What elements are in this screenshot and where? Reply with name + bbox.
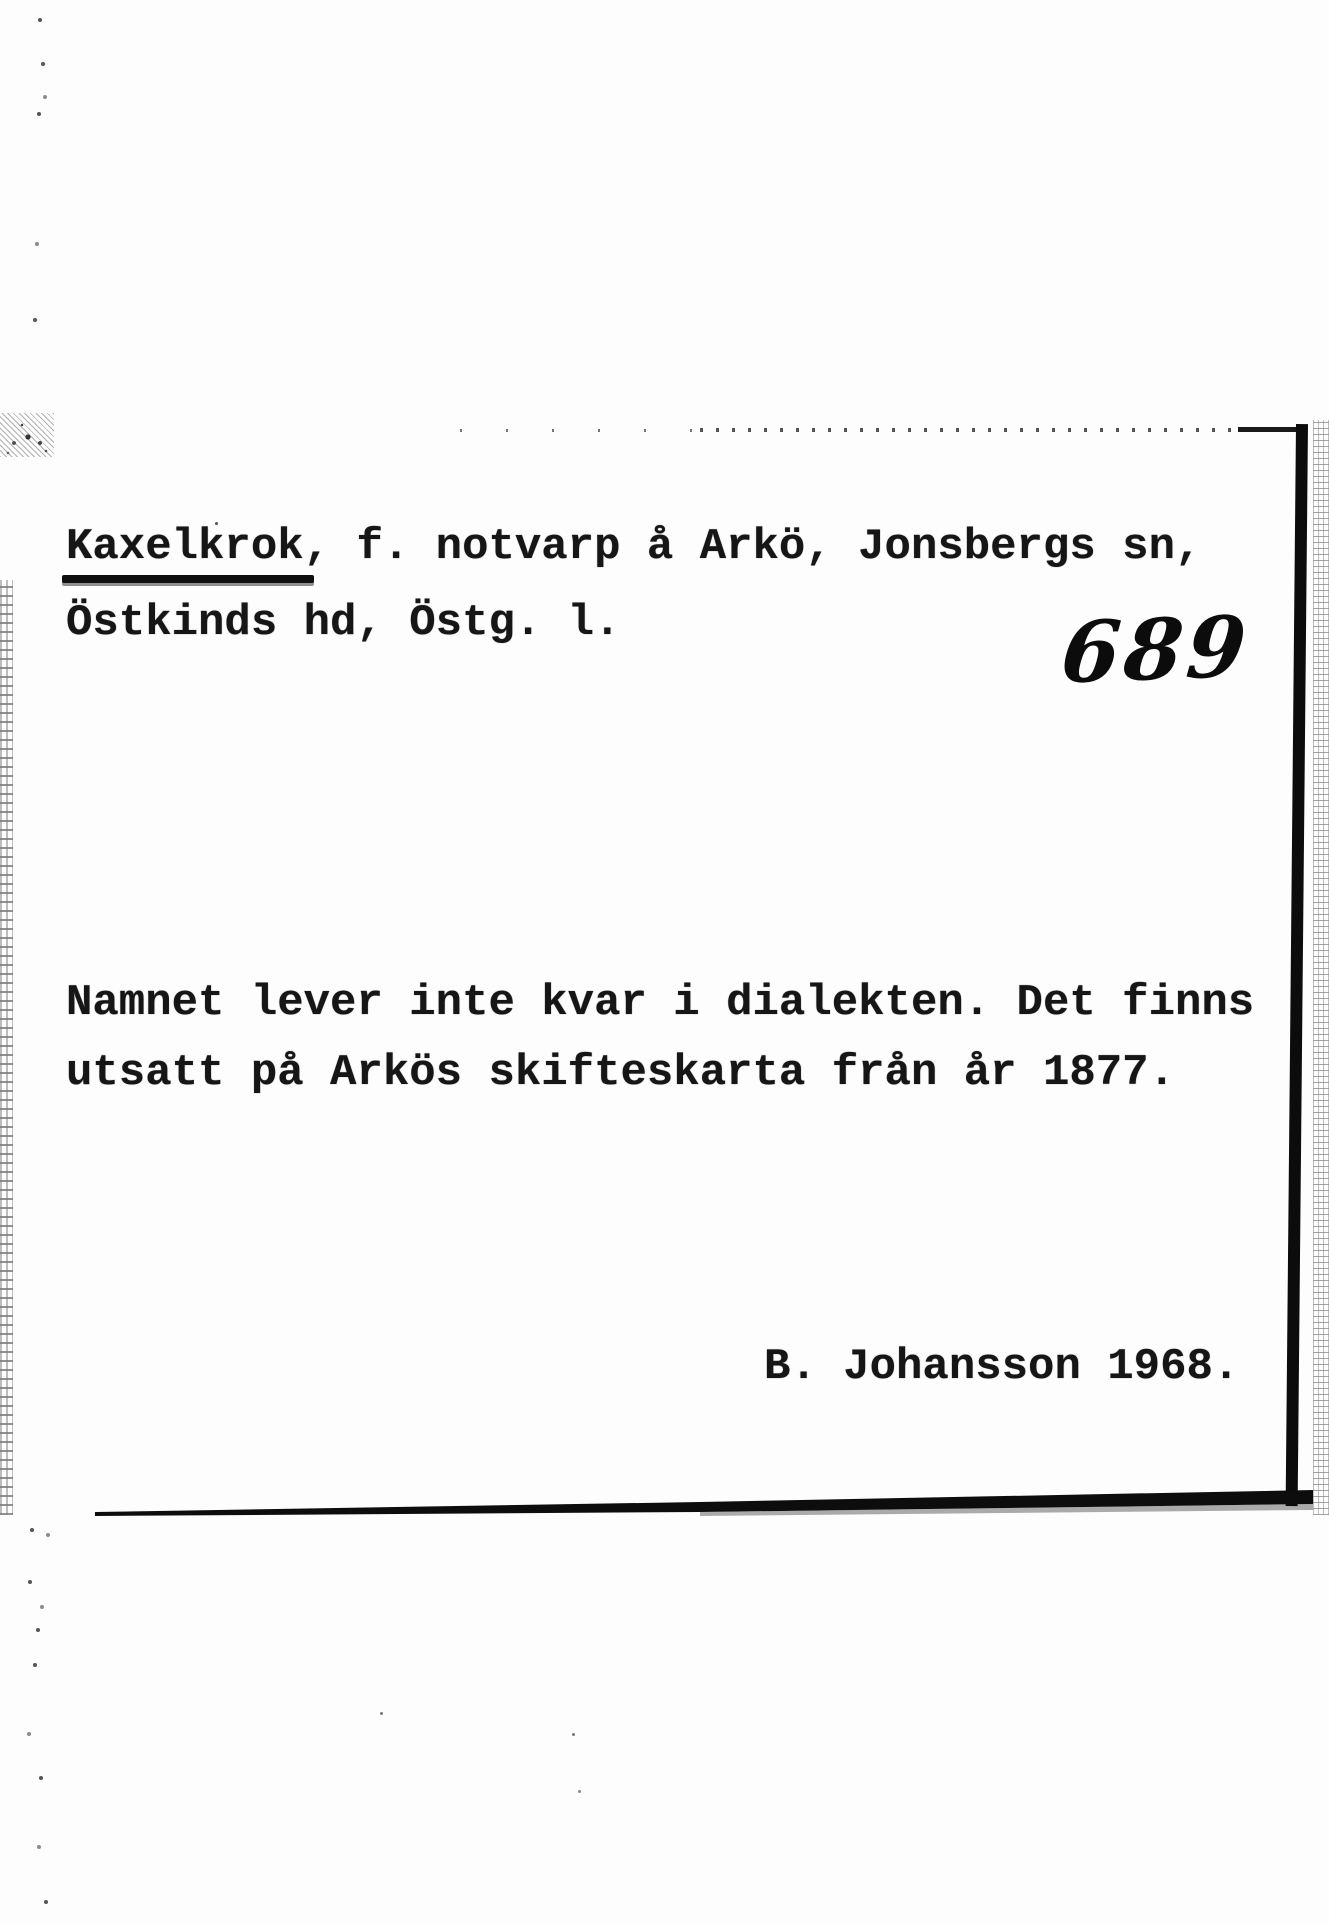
scan-speck bbox=[46, 1533, 50, 1537]
body-line-1: Namnet lever inte kvar i dialekten. Det finns bbox=[66, 978, 1255, 1028]
scan-speck bbox=[43, 95, 47, 99]
body-line-2: utsatt på Arkös skifteskarta från år 1877. bbox=[66, 1048, 1175, 1098]
card-top-edge-dots-sparse bbox=[460, 429, 700, 432]
scan-speck bbox=[572, 1733, 575, 1736]
left-edge-scan-noise bbox=[0, 580, 13, 1515]
scan-speck bbox=[33, 1663, 37, 1667]
archive-number: 689 bbox=[1057, 596, 1255, 703]
card-right-edge-bar bbox=[1286, 424, 1308, 1506]
scan-speck bbox=[44, 1900, 48, 1904]
scan-speck bbox=[37, 1845, 41, 1849]
title-line-1 bbox=[66, 522, 1201, 572]
scan-speck bbox=[28, 1580, 32, 1584]
scan-speck bbox=[27, 1732, 31, 1736]
scan-speck bbox=[39, 1776, 43, 1780]
scan-speck bbox=[37, 112, 41, 116]
left-margin-smudge bbox=[0, 413, 54, 457]
scan-speck bbox=[578, 1790, 581, 1793]
scan-speck bbox=[41, 62, 45, 66]
card-top-edge-dots bbox=[700, 428, 1240, 432]
headword: Kaxelkrok bbox=[66, 522, 304, 572]
card-bottom-edge-rule bbox=[0, 1482, 1329, 1526]
title-line-2: Östkinds hd, Östg. l. bbox=[66, 598, 621, 648]
scan-speck bbox=[33, 318, 37, 322]
title-line-1-rest: , f. notvarp å Arkö, Jonsbergs sn, bbox=[303, 522, 1202, 572]
scan-speck bbox=[36, 1628, 40, 1632]
scan-speck bbox=[30, 1528, 34, 1532]
headword-underline bbox=[62, 575, 314, 583]
scan-speck bbox=[38, 18, 42, 22]
signature: B. Johansson 1968. bbox=[764, 1342, 1240, 1392]
card-top-edge-dots-dense bbox=[1238, 427, 1296, 432]
scan-speck bbox=[35, 242, 39, 246]
right-edge-scan-noise bbox=[1313, 420, 1329, 1515]
scan-speck bbox=[40, 1605, 44, 1609]
scan-speck bbox=[380, 1712, 383, 1715]
